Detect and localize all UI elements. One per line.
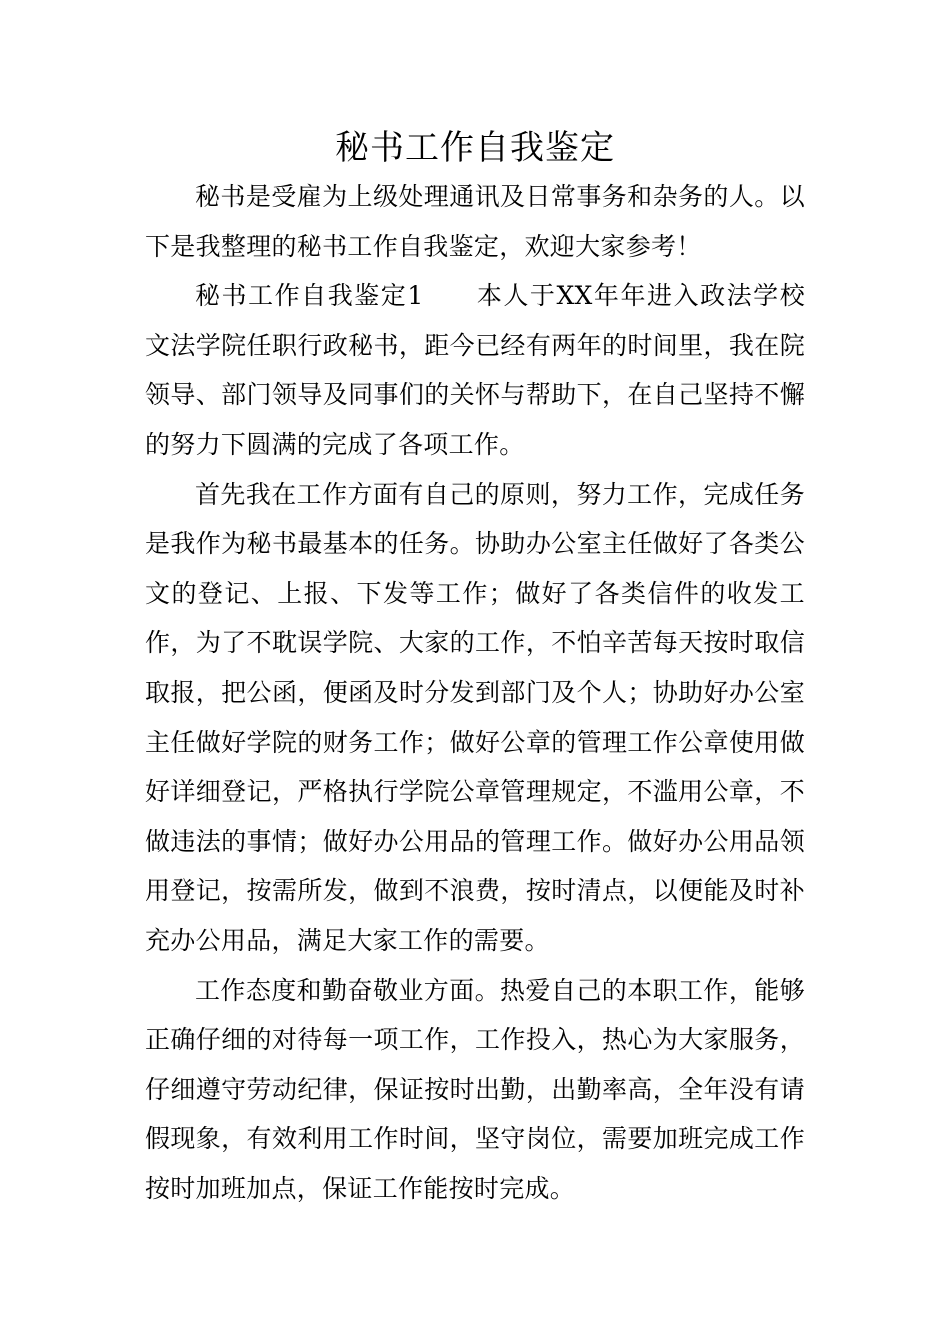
paragraph-2: 首先我在工作方面有自己的原则，努力工作，完成任务是我作为秘书最基本的任务。协助办公室主任做好了各类公文的登记、上报、下发等工作；做好了各类信件的收发工作，为了不耽误学院、大家的工作，不怕辛苦每天按时取信取报，把公函，便函及时分发到部门及个人；协助好办公室主任做好学院的财务工作；做好公章的管理工作公章使用做好详细登记，严格执行学院公章管理规定，不滥用公章，不做违法的事情；做好办公用品的管理工作。做好办公用品领用登记，按需所发，做到不浪费，按时清点，以便能及时补充办公用品，满足大家工作的需要。: [145, 479, 805, 955]
intro-paragraph: 秘书是受雇为上级处理通讯及日常事务和杂务的人。以下是我整理的秘书工作自我鉴定，欢迎大家参考！: [145, 182, 805, 261]
paragraph-3: 工作态度和勤奋敬业方面。热爱自己的本职工作，能够正确仔细的对待每一项工作，工作投入，热心为大家服务，仔细遵守劳动纪律，保证按时出勤，出勤率高，全年没有请假现象，有效利用工作时间，坚守岗位，需要加班完成工作按时加班加点，保证工作能按时完成。: [145, 975, 805, 1203]
paragraph-1: 本人于XX年年进入政法学校文法学院任职行政秘书，距今已经有两年的时间里，我在院领导、部门领导及同事们的关怀与帮助下，在自己坚持不懈的努力下圆满的完成了各项工作。: [145, 281, 806, 459]
document-body: [145, 172, 805, 1213]
document-title: 秘书工作自我鉴定: [335, 128, 615, 168]
section-1-paragraph: [145, 271, 805, 469]
section-heading: 秘书工作自我鉴定1: [195, 281, 424, 311]
